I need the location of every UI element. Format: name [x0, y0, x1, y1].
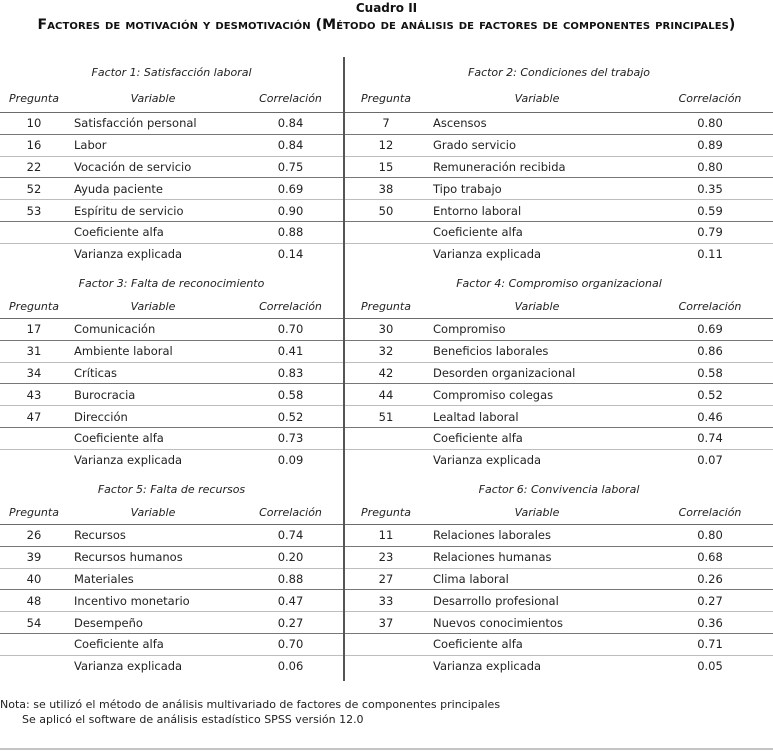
cell-correlacion: 0.05: [697, 659, 723, 674]
table-row: [0, 633, 343, 655]
factor-title: Factor 2: Condiciones del trabajo: [468, 66, 650, 79]
cell-correlacion: 0.68: [647, 546, 773, 568]
table-row: [345, 590, 773, 612]
header-pregunta: Pregunta: [0, 500, 68, 525]
cell-pregunta: [345, 655, 427, 676]
cell-variable: Nuevos conocimientos: [427, 612, 647, 634]
cell-correlacion: 0.83: [238, 362, 343, 384]
factor-table: [0, 84, 343, 265]
header-variable: Variable: [427, 294, 647, 319]
cell-variable: Grado servicio: [427, 134, 647, 156]
cell-variable: Ambiente laboral: [68, 340, 238, 362]
cell-correlacion: 0.52: [647, 384, 773, 406]
cell-variable: Lealtad laboral: [427, 406, 647, 428]
cell-pregunta: [0, 655, 68, 676]
cell-pregunta: 43: [0, 384, 68, 406]
cell-variable: Ascensos: [427, 113, 647, 135]
factor-table: [345, 294, 773, 471]
header-correlacion: Correlación: [647, 500, 773, 525]
factor-panel: [345, 274, 773, 471]
table-row: [345, 568, 773, 590]
table-row: [345, 243, 773, 264]
factor-title: Factor 6: Convivencia laboral: [478, 483, 640, 496]
cell-correlacion: 0.86: [647, 340, 773, 362]
cell-correlacion: 0.59: [647, 200, 773, 222]
cell-variable: Coeficiente alfa: [68, 427, 238, 449]
header-row: [0, 294, 343, 319]
cell-pregunta: [0, 449, 68, 470]
cell-correlacion: 0.36: [647, 612, 773, 634]
table-row: [0, 427, 343, 449]
table-row: [345, 134, 773, 156]
header-pregunta: Pregunta: [345, 294, 427, 319]
cell-correlacion: 0.80: [647, 156, 773, 178]
header-variable: Variable: [68, 500, 238, 525]
header-pregunta: Pregunta: [345, 500, 427, 525]
cell-pregunta: 34: [0, 362, 68, 384]
cell-pregunta: 17: [0, 319, 68, 341]
cell-variable: Varianza explicada: [433, 453, 542, 468]
header-row: [0, 500, 343, 525]
table-row: [345, 633, 773, 655]
cell-correlacion: 0.11: [697, 247, 723, 262]
table-row: [0, 612, 343, 634]
table-row: [0, 449, 343, 470]
cell-variable: Ayuda paciente: [68, 178, 238, 200]
cell-variable: Coeficiente alfa: [427, 633, 647, 655]
cell-pregunta: 15: [345, 156, 427, 178]
header-row: [345, 84, 773, 113]
cell-pregunta: 26: [0, 525, 68, 547]
cell-correlacion: 0.58: [647, 362, 773, 384]
cell-correlacion: 0.27: [647, 590, 773, 612]
cell-pregunta: [0, 427, 68, 449]
cell-variable: Coeficiente alfa: [68, 633, 238, 655]
factor-panel: [0, 62, 343, 265]
cell-variable: Tipo trabajo: [427, 178, 647, 200]
cell-pregunta: 53: [0, 200, 68, 222]
header-correlacion: Correlación: [647, 84, 773, 113]
header-row: [345, 294, 773, 319]
factor-panel: [0, 480, 343, 677]
cell-correlacion: 0.69: [647, 319, 773, 341]
cell-correlacion: 0.89: [647, 134, 773, 156]
cell-variable: Satisfacción personal: [68, 113, 238, 135]
cell-variable: Varianza explicada: [74, 453, 183, 468]
cell-pregunta: 31: [0, 340, 68, 362]
cell-pregunta: 23: [345, 546, 427, 568]
cell-variable: Varianza explicada: [74, 659, 183, 674]
table-row: [345, 406, 773, 428]
cell-correlacion: 0.73: [238, 427, 343, 449]
factor-panel: [345, 62, 773, 265]
cell-variable: Relaciones humanas: [427, 546, 647, 568]
cell-pregunta: 44: [345, 384, 427, 406]
table-row: [0, 200, 343, 222]
note-line-2: Se aplicó el software de análisis estadístico SPSS versión 12.0: [22, 713, 364, 726]
cell-correlacion: 0.06: [277, 659, 304, 674]
cell-variable: Materiales: [68, 568, 238, 590]
cell-correlacion: 0.27: [238, 612, 343, 634]
note-line-1: Nota: se utilizó el método de análisis multivariado de factores de componentes principales: [0, 698, 501, 711]
table-row: [345, 113, 773, 135]
cell-correlacion: 0.07: [697, 453, 723, 468]
table-row: [0, 384, 343, 406]
header-variable: Variable: [427, 500, 647, 525]
table-row: [0, 156, 343, 178]
cell-variable: Desorden organizacional: [427, 362, 647, 384]
cell-variable: Compromiso: [427, 319, 647, 341]
cell-pregunta: 42: [345, 362, 427, 384]
cell-correlacion: 0.74: [238, 525, 343, 547]
cell-variable: Relaciones laborales: [427, 525, 647, 547]
cell-pregunta: 37: [345, 612, 427, 634]
table-row: [0, 134, 343, 156]
cell-pregunta: [345, 221, 427, 243]
cell-correlacion: 0.75: [238, 156, 343, 178]
cell-pregunta: 33: [345, 590, 427, 612]
cell-correlacion: 0.79: [647, 221, 773, 243]
table-row: [0, 525, 343, 547]
cell-pregunta: 40: [0, 568, 68, 590]
table-row: [345, 546, 773, 568]
table-row: [0, 178, 343, 200]
cell-pregunta: 38: [345, 178, 427, 200]
cell-pregunta: 54: [0, 612, 68, 634]
table-row: [0, 546, 343, 568]
cell-correlacion: 0.90: [238, 200, 343, 222]
header-correlacion: Correlación: [238, 84, 343, 113]
cell-variable: Críticas: [68, 362, 238, 384]
table-row: [0, 590, 343, 612]
cell-variable: Varianza explicada: [433, 247, 542, 262]
cell-correlacion: 0.74: [647, 427, 773, 449]
cell-pregunta: [345, 427, 427, 449]
header-pregunta: Pregunta: [0, 294, 68, 319]
table-row: [0, 406, 343, 428]
bottom-rule: [0, 748, 773, 750]
factor-title: Factor 3: Falta de reconocimiento: [78, 277, 265, 290]
cell-correlacion: 0.71: [647, 633, 773, 655]
cell-correlacion: 0.35: [647, 178, 773, 200]
cell-correlacion: 0.20: [238, 546, 343, 568]
cell-correlacion: 0.46: [647, 406, 773, 428]
header-row: [345, 500, 773, 525]
cell-pregunta: [345, 633, 427, 655]
cell-variable: Vocación de servicio: [68, 156, 238, 178]
table-row: [0, 568, 343, 590]
cell-correlacion: 0.26: [647, 568, 773, 590]
cell-variable: Beneficios laborales: [427, 340, 647, 362]
cell-variable: Comunicación: [68, 319, 238, 341]
factor-title: Factor 5: Falta de recursos: [97, 483, 246, 496]
cell-pregunta: [0, 221, 68, 243]
factor-panel: [0, 274, 343, 471]
cell-variable: Espíritu de servicio: [68, 200, 238, 222]
cell-correlacion: 0.52: [238, 406, 343, 428]
cell-variable: Desarrollo profesional: [427, 590, 647, 612]
cell-correlacion: 0.69: [238, 178, 343, 200]
table-row: [345, 319, 773, 341]
cell-correlacion: 0.58: [238, 384, 343, 406]
header-correlacion: Correlación: [238, 500, 343, 525]
table-number: Cuadro II: [355, 1, 418, 15]
cell-variable: Labor: [68, 134, 238, 156]
header-pregunta: Pregunta: [0, 84, 68, 113]
cell-correlacion: 0.09: [277, 453, 304, 468]
cell-variable: Remuneración recibida: [427, 156, 647, 178]
factor-table: [0, 500, 343, 677]
cell-pregunta: [345, 243, 427, 264]
cell-pregunta: 50: [345, 200, 427, 222]
table-row: [345, 221, 773, 243]
cell-variable: Entorno laboral: [427, 200, 647, 222]
cell-pregunta: [0, 633, 68, 655]
cell-correlacion: 0.14: [277, 247, 304, 262]
cell-pregunta: 32: [345, 340, 427, 362]
cell-correlacion: 0.70: [238, 633, 343, 655]
cell-variable: Clima laboral: [427, 568, 647, 590]
cell-variable: Recursos humanos: [68, 546, 238, 568]
header-row: [0, 84, 343, 113]
table-note: [0, 697, 500, 727]
table-row: [345, 156, 773, 178]
cell-correlacion: 0.84: [238, 113, 343, 135]
table-row: [0, 221, 343, 243]
table-row: [0, 655, 343, 676]
cell-variable: Burocracia: [68, 384, 238, 406]
cell-correlacion: 0.41: [238, 340, 343, 362]
cell-pregunta: 22: [0, 156, 68, 178]
table-row: [345, 178, 773, 200]
cell-pregunta: 52: [0, 178, 68, 200]
table-row: [0, 340, 343, 362]
header-variable: Variable: [427, 84, 647, 113]
cell-variable: Varianza explicada: [433, 659, 542, 674]
header-correlacion: Correlación: [238, 294, 343, 319]
table-row: [345, 200, 773, 222]
header-pregunta: Pregunta: [345, 84, 427, 113]
table-row: [345, 427, 773, 449]
cell-pregunta: [0, 243, 68, 264]
table-row: [0, 243, 343, 264]
factor-title: Factor 4: Compromiso organizacional: [456, 277, 662, 290]
cell-correlacion: 0.88: [238, 221, 343, 243]
cell-variable: Dirección: [68, 406, 238, 428]
factor-table: [345, 500, 773, 677]
table-row: [345, 612, 773, 634]
cell-correlacion: 0.70: [238, 319, 343, 341]
table-row: [345, 525, 773, 547]
cell-variable: Compromiso colegas: [427, 384, 647, 406]
factor-table: [0, 294, 343, 471]
table-row: [345, 449, 773, 470]
factor-panel: [345, 480, 773, 677]
factor-title: Factor 1: Satisfacción laboral: [91, 66, 252, 79]
table-row: [0, 113, 343, 135]
cell-variable: Incentivo monetario: [68, 590, 238, 612]
cell-correlacion: 0.88: [238, 568, 343, 590]
cell-correlacion: 0.80: [647, 113, 773, 135]
table-row: [0, 362, 343, 384]
cell-pregunta: 39: [0, 546, 68, 568]
cell-correlacion: 0.80: [647, 525, 773, 547]
cell-pregunta: 11: [345, 525, 427, 547]
cell-pregunta: 47: [0, 406, 68, 428]
cell-variable: Varianza explicada: [74, 247, 183, 262]
table-row: [345, 655, 773, 676]
cell-pregunta: [345, 449, 427, 470]
table-row: [345, 340, 773, 362]
cell-variable: Desempeño: [68, 612, 238, 634]
cell-pregunta: 30: [345, 319, 427, 341]
header-correlacion: Correlación: [647, 294, 773, 319]
cell-variable: Recursos: [68, 525, 238, 547]
table-row: [345, 362, 773, 384]
table-row: [0, 319, 343, 341]
cell-variable: Coeficiente alfa: [427, 221, 647, 243]
header-variable: Variable: [68, 294, 238, 319]
header-variable: Variable: [68, 84, 238, 113]
cell-pregunta: 7: [345, 113, 427, 135]
cell-pregunta: 12: [345, 134, 427, 156]
cell-pregunta: 10: [0, 113, 68, 135]
table-row: [345, 384, 773, 406]
cell-pregunta: 16: [0, 134, 68, 156]
cell-correlacion: 0.47: [238, 590, 343, 612]
cell-correlacion: 0.84: [238, 134, 343, 156]
cell-variable: Coeficiente alfa: [68, 221, 238, 243]
cell-pregunta: 51: [345, 406, 427, 428]
cell-variable: Coeficiente alfa: [427, 427, 647, 449]
cell-pregunta: 48: [0, 590, 68, 612]
cell-pregunta: 27: [345, 568, 427, 590]
table-title: Factores de motivación y desmotivación (Método de análisis de factores de componentes principales): [37, 17, 736, 33]
factor-table: [345, 84, 773, 265]
